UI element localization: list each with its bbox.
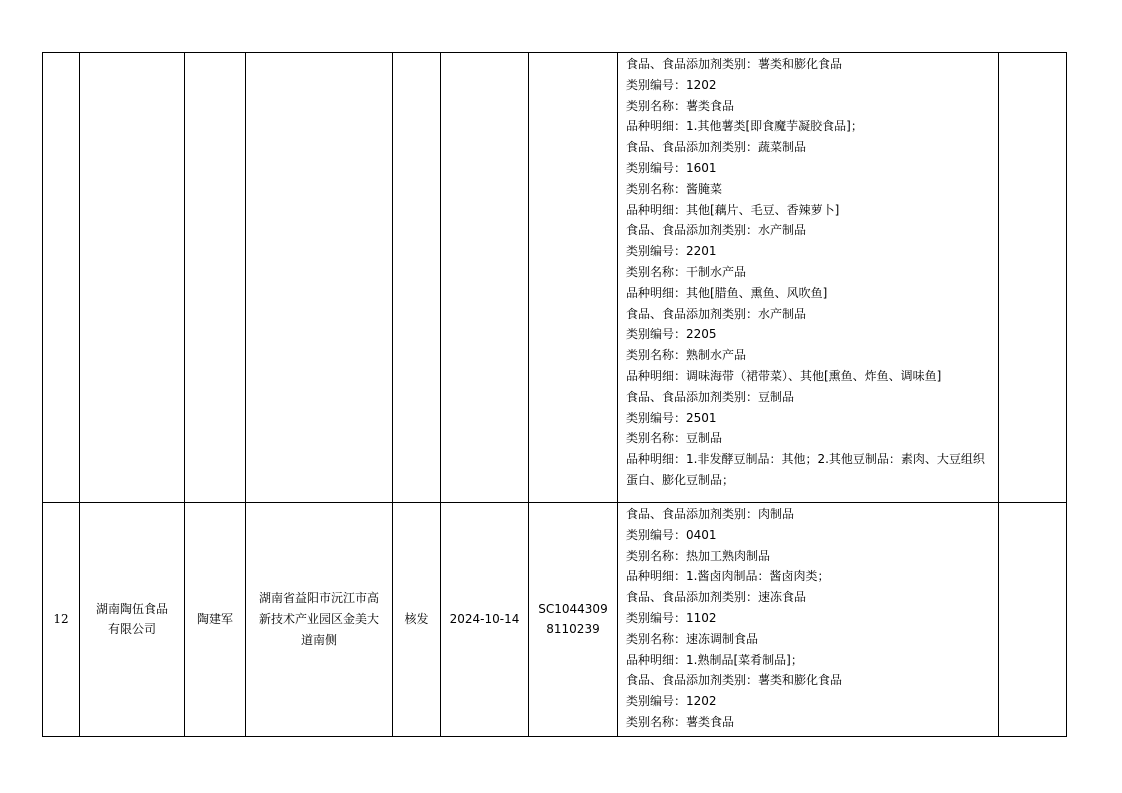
detail-line: 类别编号：1202 — [626, 77, 717, 92]
issue-date: 2024-10-14 — [449, 611, 520, 626]
detail-line: 品种明细：1.熟制品[菜肴制品]； — [626, 652, 803, 667]
seq-cell — [43, 53, 80, 503]
detail-line: 类别名称：速冻调制食品 — [626, 631, 759, 646]
detail-line: 类别名称：干制水产品 — [626, 264, 747, 279]
detail-line: 食品、食品添加剂类别：薯类和膨化食品 — [626, 673, 843, 688]
seq-cell — [43, 503, 80, 737]
remark-cell — [999, 53, 1067, 503]
detail-line: 品种明细：1.其他薯类[即食魔芋凝胶食品]； — [626, 119, 863, 134]
detail-line: 类别编号：2201 — [626, 244, 717, 259]
remark-cell — [999, 503, 1067, 737]
date-cell — [441, 503, 529, 737]
detail-line: 类别名称：热加工熟肉制品 — [626, 548, 771, 563]
legal-rep-name: 陶建军 — [196, 611, 233, 626]
detail-line: 类别名称：薯类食品 — [626, 98, 735, 113]
legal-rep-cell — [185, 503, 246, 737]
detail-line: 类别名称：熟制水产品 — [626, 348, 747, 363]
matter-text: 核发 — [404, 611, 429, 626]
detail-line: 食品、食品添加剂类别：肉制品 — [626, 507, 795, 521]
detail-line: 类别名称：酱腌菜 — [626, 181, 723, 196]
detail-line: 食品、食品添加剂类别：水产制品 — [626, 223, 807, 238]
date-cell — [441, 53, 529, 503]
detail-line: 食品、食品添加剂类别：速冻食品 — [626, 590, 807, 605]
license-no-cell — [529, 503, 618, 737]
detail-line: 食品、食品添加剂类别：蔬菜制品 — [626, 140, 807, 155]
detail-line: 品种明细：1.非发酵豆制品：其他；2.其他豆制品：素肉、大豆组织蛋白、膨化豆制品； — [626, 452, 985, 487]
detail-line: 食品、食品添加剂类别：薯类和膨化食品 — [626, 57, 843, 71]
detail-line: 类别编号：1601 — [626, 160, 717, 175]
detail-line: 类别名称：豆制品 — [626, 431, 723, 446]
address-cell — [246, 53, 393, 503]
address-cell — [246, 503, 393, 737]
legal-rep-cell — [185, 53, 246, 503]
detail-line: 品种明细：1.酱卤肉制品：酱卤肉类； — [626, 569, 830, 584]
food-category-detail-cell — [618, 53, 999, 503]
license-number: SC10443098110239 — [538, 601, 608, 637]
matter-cell — [393, 503, 441, 737]
seq-text: 12 — [53, 611, 69, 626]
detail-line: 类别编号：2205 — [626, 327, 717, 342]
table-row — [43, 503, 1067, 737]
detail-line: 品种明细：调味海带（裙带菜）、其他[熏鱼、炸鱼、调味鱼] — [626, 368, 942, 383]
company-name: 湖南陶伍食品有限公司 — [95, 601, 168, 637]
detail-line: 食品、食品添加剂类别：水产制品 — [626, 306, 807, 321]
address-text: 湖南省益阳市沅江市高新技术产业园区金美大道南侧 — [258, 591, 379, 647]
detail-line: 类别编号：1202 — [626, 694, 717, 709]
license-table — [42, 52, 1067, 737]
company-cell — [80, 53, 185, 503]
company-cell — [80, 503, 185, 737]
detail-line: 类别名称：薯类食品 — [626, 714, 735, 729]
matter-cell — [393, 53, 441, 503]
detail-line: 品种明细：其他[藕片、毛豆、香辣萝卜] — [626, 202, 840, 217]
food-category-detail-cell — [618, 503, 999, 737]
detail-line: 类别编号：1102 — [626, 610, 717, 625]
detail-line: 食品、食品添加剂类别：豆制品 — [626, 389, 795, 404]
license-no-cell — [529, 53, 618, 503]
detail-line: 品种明细：其他[腊鱼、熏鱼、风吹鱼] — [626, 285, 828, 300]
table-row — [43, 53, 1067, 503]
detail-line: 类别编号：2501 — [626, 410, 717, 425]
detail-line: 类别编号：0401 — [626, 527, 717, 542]
